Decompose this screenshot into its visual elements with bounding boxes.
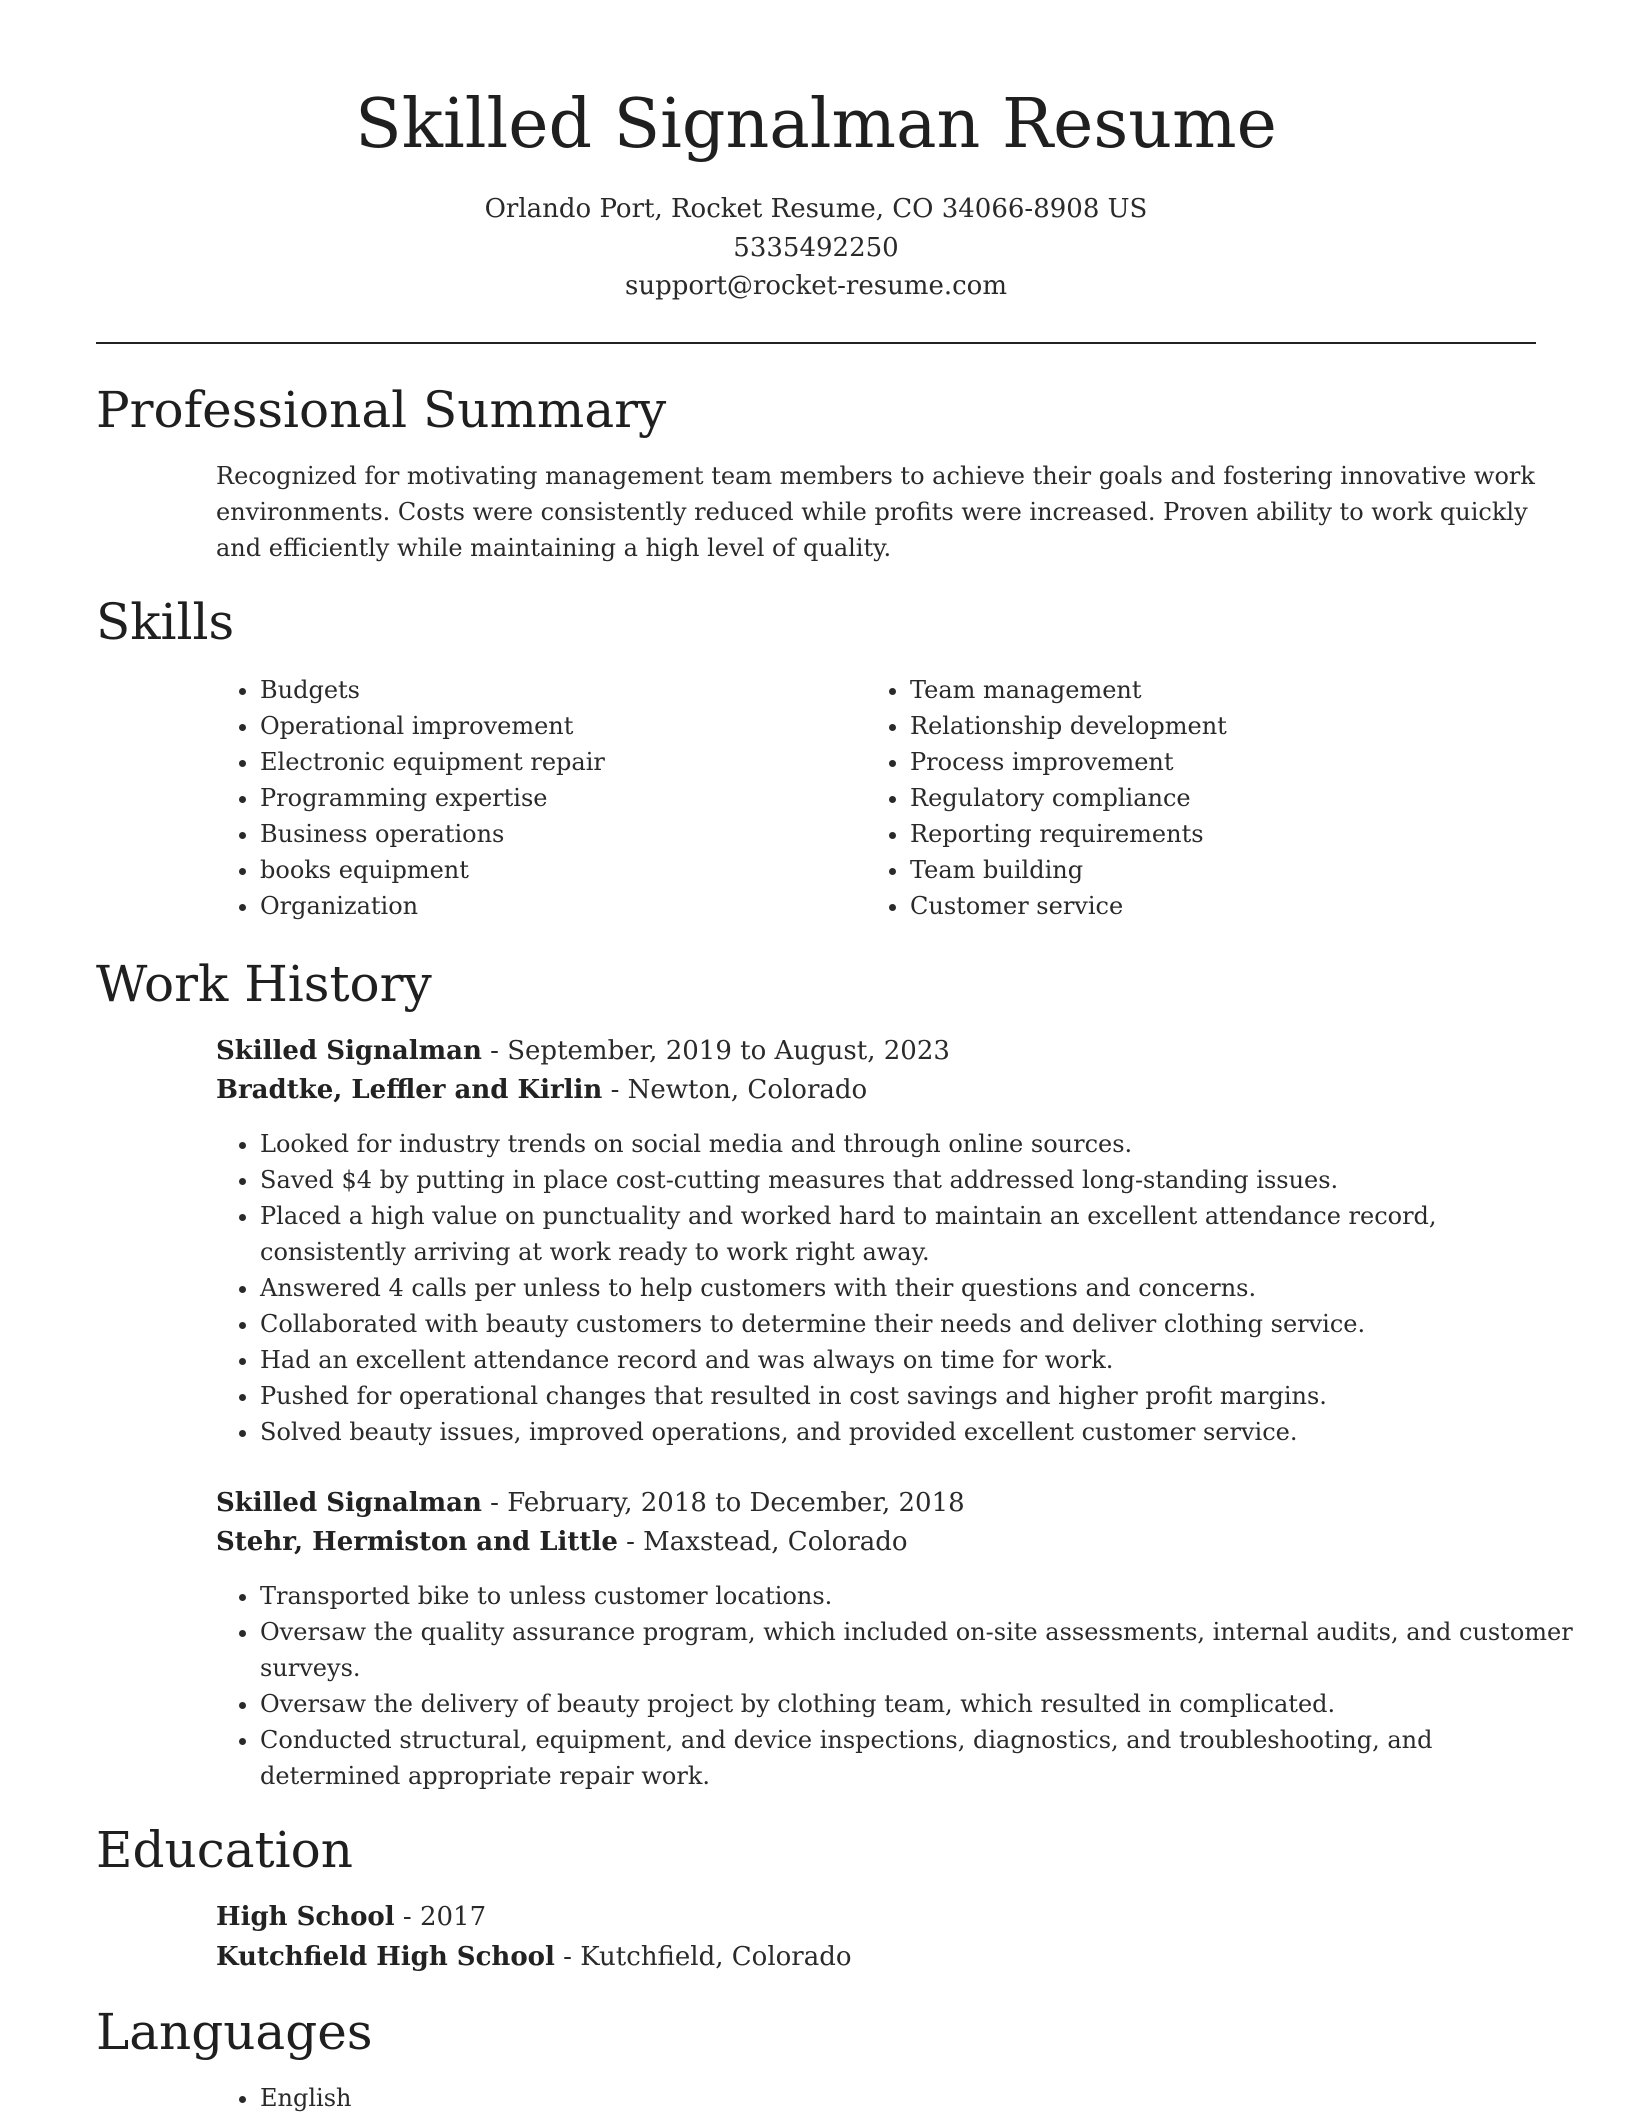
skill-item: • books equipment	[260, 852, 820, 888]
job-dates: - February, 2018 to December, 2018	[481, 1488, 965, 1518]
job-duty: • Answered 4 calls per unless to help customers with their questions and concerns.	[260, 1270, 1580, 1306]
skills-heading: Skills	[96, 593, 235, 651]
job-duty: • Looked for industry trends on social media and through online sources.	[260, 1126, 1580, 1162]
skill-item: • Budgets	[260, 672, 820, 708]
skill-item: • Process improvement	[910, 744, 1510, 780]
language-item: • English	[260, 2080, 860, 2116]
skill-item: • Electronic equipment repair	[260, 744, 820, 780]
job-location: - Newton, Colorado	[602, 1075, 868, 1105]
work-history-heading: Work History	[96, 955, 432, 1013]
skill-item: • Relationship development	[910, 708, 1510, 744]
job-company: Stehr, Hermiston and Little	[216, 1527, 618, 1557]
job-company-line	[216, 1523, 908, 1561]
skill-item: • Regulatory compliance	[910, 780, 1510, 816]
summary-text: Recognized for motivating management team members to achieve their goals and fostering innovative work environments. Costs were consistently reduced while profits were increased. Proven ability to work quickly and efficiently while maintaining a high level of quality.	[216, 462, 1535, 562]
skill-item: • Programming expertise	[260, 780, 820, 816]
job-title: Skilled Signalman	[216, 1036, 482, 1066]
education-year: - 2017	[394, 1902, 487, 1932]
skill-item: • Team building	[910, 852, 1510, 888]
job-title: Skilled Signalman	[216, 1488, 482, 1518]
resume-title: Skilled Signalman Resume	[355, 85, 1277, 164]
skills-list-right	[866, 672, 1510, 924]
job-duty: • Conducted structural, equipment, and device inspections, diagnostics, and troubleshooting, and determined appropriate repair work.	[260, 1722, 1580, 1794]
header-divider	[96, 342, 1536, 344]
education-heading: Education	[96, 1821, 353, 1879]
job-duty: • Transported bike to unless customer locations.	[260, 1578, 1580, 1614]
languages-heading: Languages	[96, 2003, 373, 2061]
job-dates: - September, 2019 to August, 2023	[481, 1036, 950, 1066]
job-duty: • Oversaw the delivery of beauty project by clothing team, which resulted in complicated.	[260, 1686, 1580, 1722]
skill-item: • Business operations	[260, 816, 820, 852]
job-duty: • Pushed for operational changes that resulted in cost savings and higher profit margins.	[260, 1378, 1580, 1414]
job-title-line	[216, 1032, 950, 1070]
contact-address: Orlando Port, Rocket Resume, CO 34066-8908 US	[484, 194, 1148, 224]
languages-list	[216, 2080, 860, 2116]
education-location: - Kutchfield, Colorado	[554, 1942, 852, 1972]
job-location: - Maxstead, Colorado	[617, 1527, 908, 1557]
skill-item: • Team management	[910, 672, 1510, 708]
job-company-line	[216, 1071, 867, 1109]
skill-item: • Customer service	[910, 888, 1510, 924]
job-company: Bradtke, Leffler and Kirlin	[216, 1075, 603, 1105]
summary-heading: Professional Summary	[96, 381, 667, 439]
job-duty: • Had an excellent attendance record and was always on time for work.	[260, 1342, 1580, 1378]
education-degree-line	[216, 1898, 486, 1936]
job-duty: • Oversaw the quality assurance program, which included on-site assessments, internal audits, and customer surveys.	[260, 1614, 1580, 1686]
education-school-line	[216, 1938, 852, 1976]
skill-item: • Reporting requirements	[910, 816, 1510, 852]
skill-item: • Organization	[260, 888, 820, 924]
contact-email: support@rocket-resume.com	[624, 271, 1007, 301]
job-duty: • Placed a high value on punctuality and worked hard to maintain an excellent attendance record, consistently arriving at work ready to work right away.	[260, 1198, 1580, 1270]
job-title-line	[216, 1484, 965, 1522]
skill-item: • Operational improvement	[260, 708, 820, 744]
job-duty: • Saved $4 by putting in place cost-cutting measures that addressed long-standing issues.	[260, 1162, 1580, 1198]
education-degree: High School	[216, 1902, 395, 1932]
skills-list-left	[216, 672, 820, 924]
job-duties-list	[216, 1578, 1580, 1794]
education-school: Kutchfield High School	[216, 1942, 555, 1972]
contact-phone: 5335492250	[733, 233, 899, 263]
job-duty: • Collaborated with beauty customers to determine their needs and deliver clothing service.	[260, 1306, 1580, 1342]
job-duty: • Solved beauty issues, improved operations, and provided excellent customer service.	[260, 1414, 1580, 1450]
job-duties-list	[216, 1126, 1580, 1450]
